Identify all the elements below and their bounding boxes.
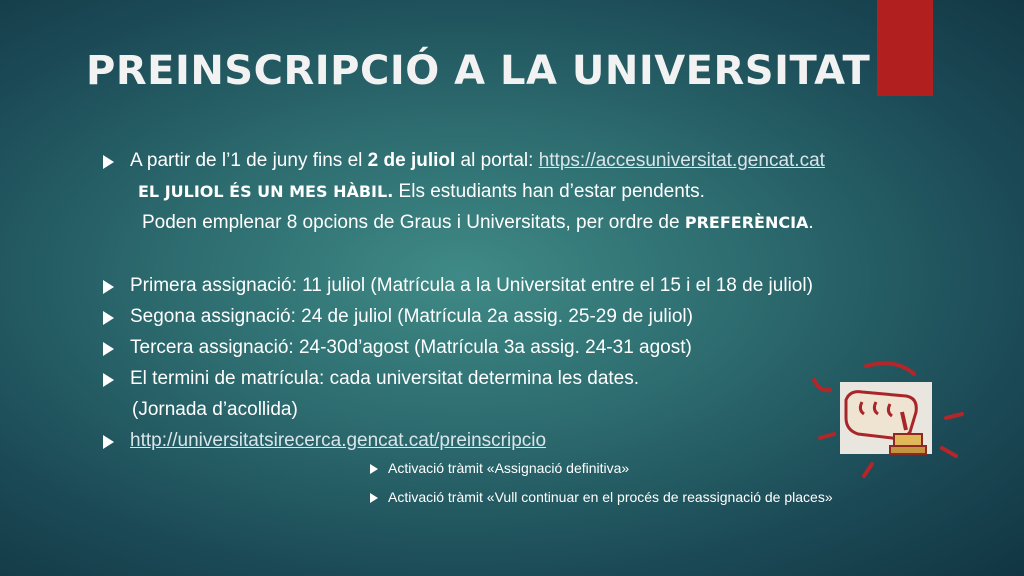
bullet-1-line-2 [138, 181, 705, 203]
options-end: . [808, 212, 814, 233]
welcome-day-note: (Jornada d’acollida) [132, 399, 298, 420]
bullet-enrolment-deadline: El termini de matrícula: cada universitat determina les dates. [130, 368, 640, 389]
sub-bullet-arrow-icon [370, 464, 378, 474]
bullet-1-line-3 [142, 212, 814, 234]
bullet-arrow-icon [103, 311, 114, 325]
bullet-1-text: A partir de l’1 de juny fins el [130, 150, 368, 171]
bullet-arrow-icon [103, 155, 114, 169]
bullet-third-assignment: Tercera assignació: 24-30d’agost (Matrícula 3a assig. 24-31 agost) [130, 337, 692, 358]
bullet-arrow-icon [103, 280, 114, 294]
options-text: Poden emplenar 8 opcions de Graus i Universitats, per ordre de [142, 212, 685, 233]
preference-bold: PREFERÈNCIA [684, 213, 809, 232]
sub-bullet-reassignment: Activació tràmit «Vull continuar en el procés de reassignació de places» [388, 489, 833, 505]
bullet-arrow-icon [103, 435, 114, 449]
bullet-second-assignment: Segona assignació: 24 de juliol (Matrícula 2a assig. 25-29 de juliol) [130, 306, 693, 327]
hand-pressing-button-icon [806, 352, 970, 482]
bullet-1 [130, 150, 825, 172]
bullet-1-text-post: al portal: [455, 150, 539, 171]
sub-bullet-definitive-assignment: Activació tràmit «Assignació definitiva» [388, 460, 630, 476]
bullet-1-bold: 2 de juliol [367, 150, 456, 171]
portal-link[interactable]: https://accesuniversitat.gencat.cat [538, 150, 825, 171]
title-accent-rect [877, 0, 933, 96]
slide-title: PREINSCRIPCIÓ A LA UNIVERSITAT [86, 48, 871, 94]
bullet-first-assignment: Primera assignació: 11 juliol (Matrícula a la Universitat entre el 15 i el 18 de juliol) [130, 275, 813, 296]
preinscripcio-link[interactable]: http://universitatsirecerca.gencat.cat/preinscripcio [130, 430, 547, 451]
sub-bullet-arrow-icon [370, 493, 378, 503]
bullet-link [130, 430, 546, 452]
july-notice-text: Els estudiants han d’estar pendents. [393, 181, 705, 202]
bullet-arrow-icon [103, 373, 114, 387]
bullet-arrow-icon [103, 342, 114, 356]
july-notice-bold: EL JULIOL ÉS UN MES HÀBIL. [138, 182, 394, 201]
